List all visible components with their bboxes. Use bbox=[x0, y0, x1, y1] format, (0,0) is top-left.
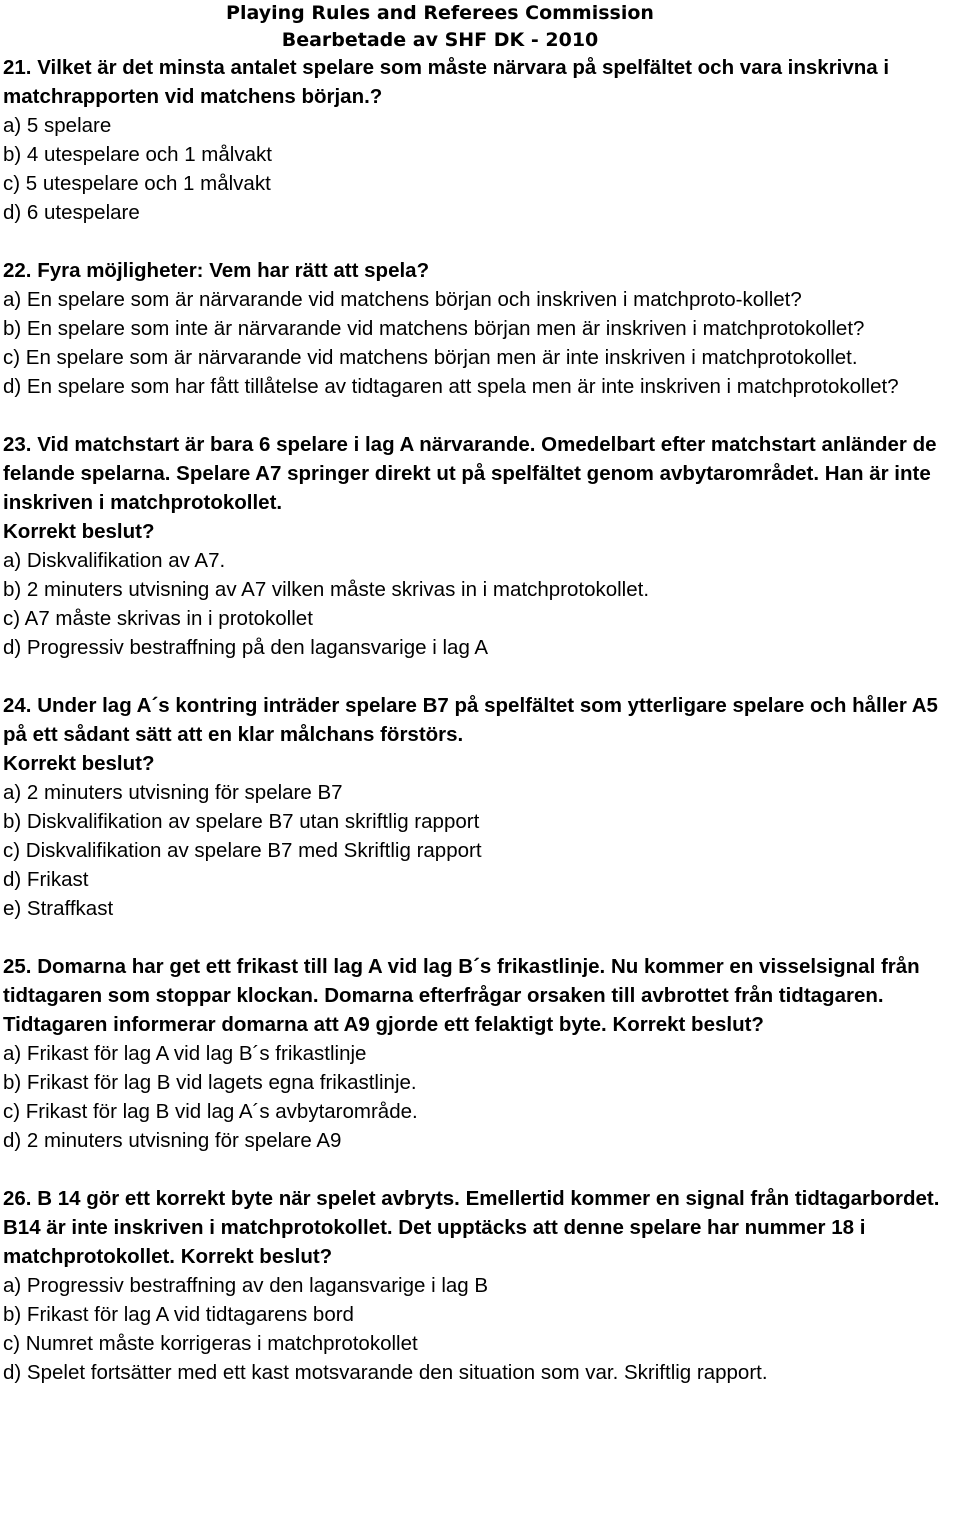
question-text: 24. Under lag A´s kontring inträder spelare B7 på spelfältet som ytterligare spelare och håller A5 på ett sådant sätt att en klar målchans förstörs. bbox=[3, 694, 938, 746]
question-ask: Korrekt beslut? bbox=[180, 1245, 333, 1268]
option-b: b) 4 utespelare och 1 målvakt bbox=[3, 143, 272, 166]
document-body bbox=[3, 53, 953, 1387]
option-d: d) 2 minuters utvisning för spelare A9 bbox=[3, 1129, 342, 1152]
question-21 bbox=[3, 53, 953, 227]
option-c: c) Numret måste korrigeras i matchprotokollet bbox=[3, 1332, 418, 1355]
option-b: b) Frikast för lag B vid lagets egna frikastlinje. bbox=[3, 1071, 417, 1094]
option-d: d) Frikast bbox=[3, 868, 89, 891]
question-25 bbox=[3, 952, 953, 1155]
question-ask: Korrekt beslut? bbox=[612, 1013, 764, 1036]
question-23 bbox=[3, 430, 953, 662]
option-c: c) En spelare som är närvarande vid matchens början men är inte inskriven i matchprotokollet. bbox=[3, 346, 858, 369]
option-b: b) En spelare som inte är närvarande vid matchens början men är inskriven i matchprotokollet? bbox=[3, 317, 865, 340]
option-c: c) Frikast för lag B vid lag A´s avbytarområde. bbox=[3, 1100, 418, 1123]
question-26 bbox=[3, 1184, 953, 1387]
header-subtitle: Bearbetade av SHF DK - 2010 bbox=[281, 29, 599, 51]
option-d: d) En spelare som har fått tillåtelse av tidtagaren att spela men är inte inskriven i matchprotokollet? bbox=[3, 375, 899, 398]
question-text: 26. B 14 gör ett korrekt byte när spelet avbryts. Emellertid kommer en signal från tidtagarbordet. B14 är inte inskriven i matchprotokollet. Det upptäcks att denne spelare har nummer 18 i matchprotokollet. Korrekt beslut? bbox=[3, 1187, 940, 1268]
option-e: e) Straffkast bbox=[3, 897, 114, 920]
option-a: a) Diskvalifikation av A7. bbox=[3, 549, 226, 572]
question-ask: Korrekt beslut? bbox=[3, 752, 155, 775]
option-c: c) Diskvalifikation av spelare B7 med Skriftlig rapport bbox=[3, 839, 482, 862]
page-header bbox=[0, 0, 960, 54]
option-d: d) Spelet fortsätter med ett kast motsvarande den situation som var. Skriftlig rapport. bbox=[3, 1361, 768, 1384]
option-c: c) 5 utespelare och 1 målvakt bbox=[3, 172, 271, 195]
question-text: 23. Vid matchstart är bara 6 spelare i lag A närvarande. Omedelbart efter matchstart anländer de felande spelarna. Spelare A7 springer direkt ut på spelfältet genom avbytarområdet. Han är inte inskriven i matchprotokollet. bbox=[3, 433, 937, 514]
question-text: 21. Vilket är det minsta antalet spelare som måste närvara på spelfältet och vara inskrivna i matchrapporten vid matchens början.? bbox=[3, 56, 890, 108]
option-c: c) A7 måste skrivas in i protokollet bbox=[3, 607, 313, 630]
question-text: 25. Domarna har get ett frikast till lag A vid lag B´s frikastlinje. Nu kommer en visselsignal från tidtagaren som stoppar klockan. Domarna efterfrågar orsaken till avbrottet från tidtagaren. Tidtagaren informerar domarna att A9 gjorde ett felaktigt byte. Korrekt beslut? bbox=[3, 955, 920, 1036]
option-b: b) 2 minuters utvisning av A7 vilken måste skrivas in i matchprotokollet. bbox=[3, 578, 650, 601]
option-d: d) 6 utespelare bbox=[3, 201, 140, 224]
question-text: 22. Fyra möjligheter: Vem har rätt att spela? bbox=[3, 259, 430, 282]
question-ask: Korrekt beslut? bbox=[3, 520, 155, 543]
question-22 bbox=[3, 256, 953, 401]
option-a: a) En spelare som är närvarande vid matchens början och inskriven i matchproto-kollet? bbox=[3, 288, 802, 311]
option-d: d) Progressiv bestraffning på den lagansvarige i lag A bbox=[3, 636, 489, 659]
option-a: a) Frikast för lag A vid lag B´s frikastlinje bbox=[3, 1042, 367, 1065]
option-b: b) Frikast för lag A vid tidtagarens bord bbox=[3, 1303, 354, 1326]
option-a: a) 5 spelare bbox=[3, 114, 112, 137]
header-title: Playing Rules and Referees Commission bbox=[226, 2, 654, 24]
question-24 bbox=[3, 691, 953, 923]
option-a: a) Progressiv bestraffning av den lagansvarige i lag B bbox=[3, 1274, 489, 1297]
option-a: a) 2 minuters utvisning för spelare B7 bbox=[3, 781, 343, 804]
option-b: b) Diskvalifikation av spelare B7 utan skriftlig rapport bbox=[3, 810, 480, 833]
